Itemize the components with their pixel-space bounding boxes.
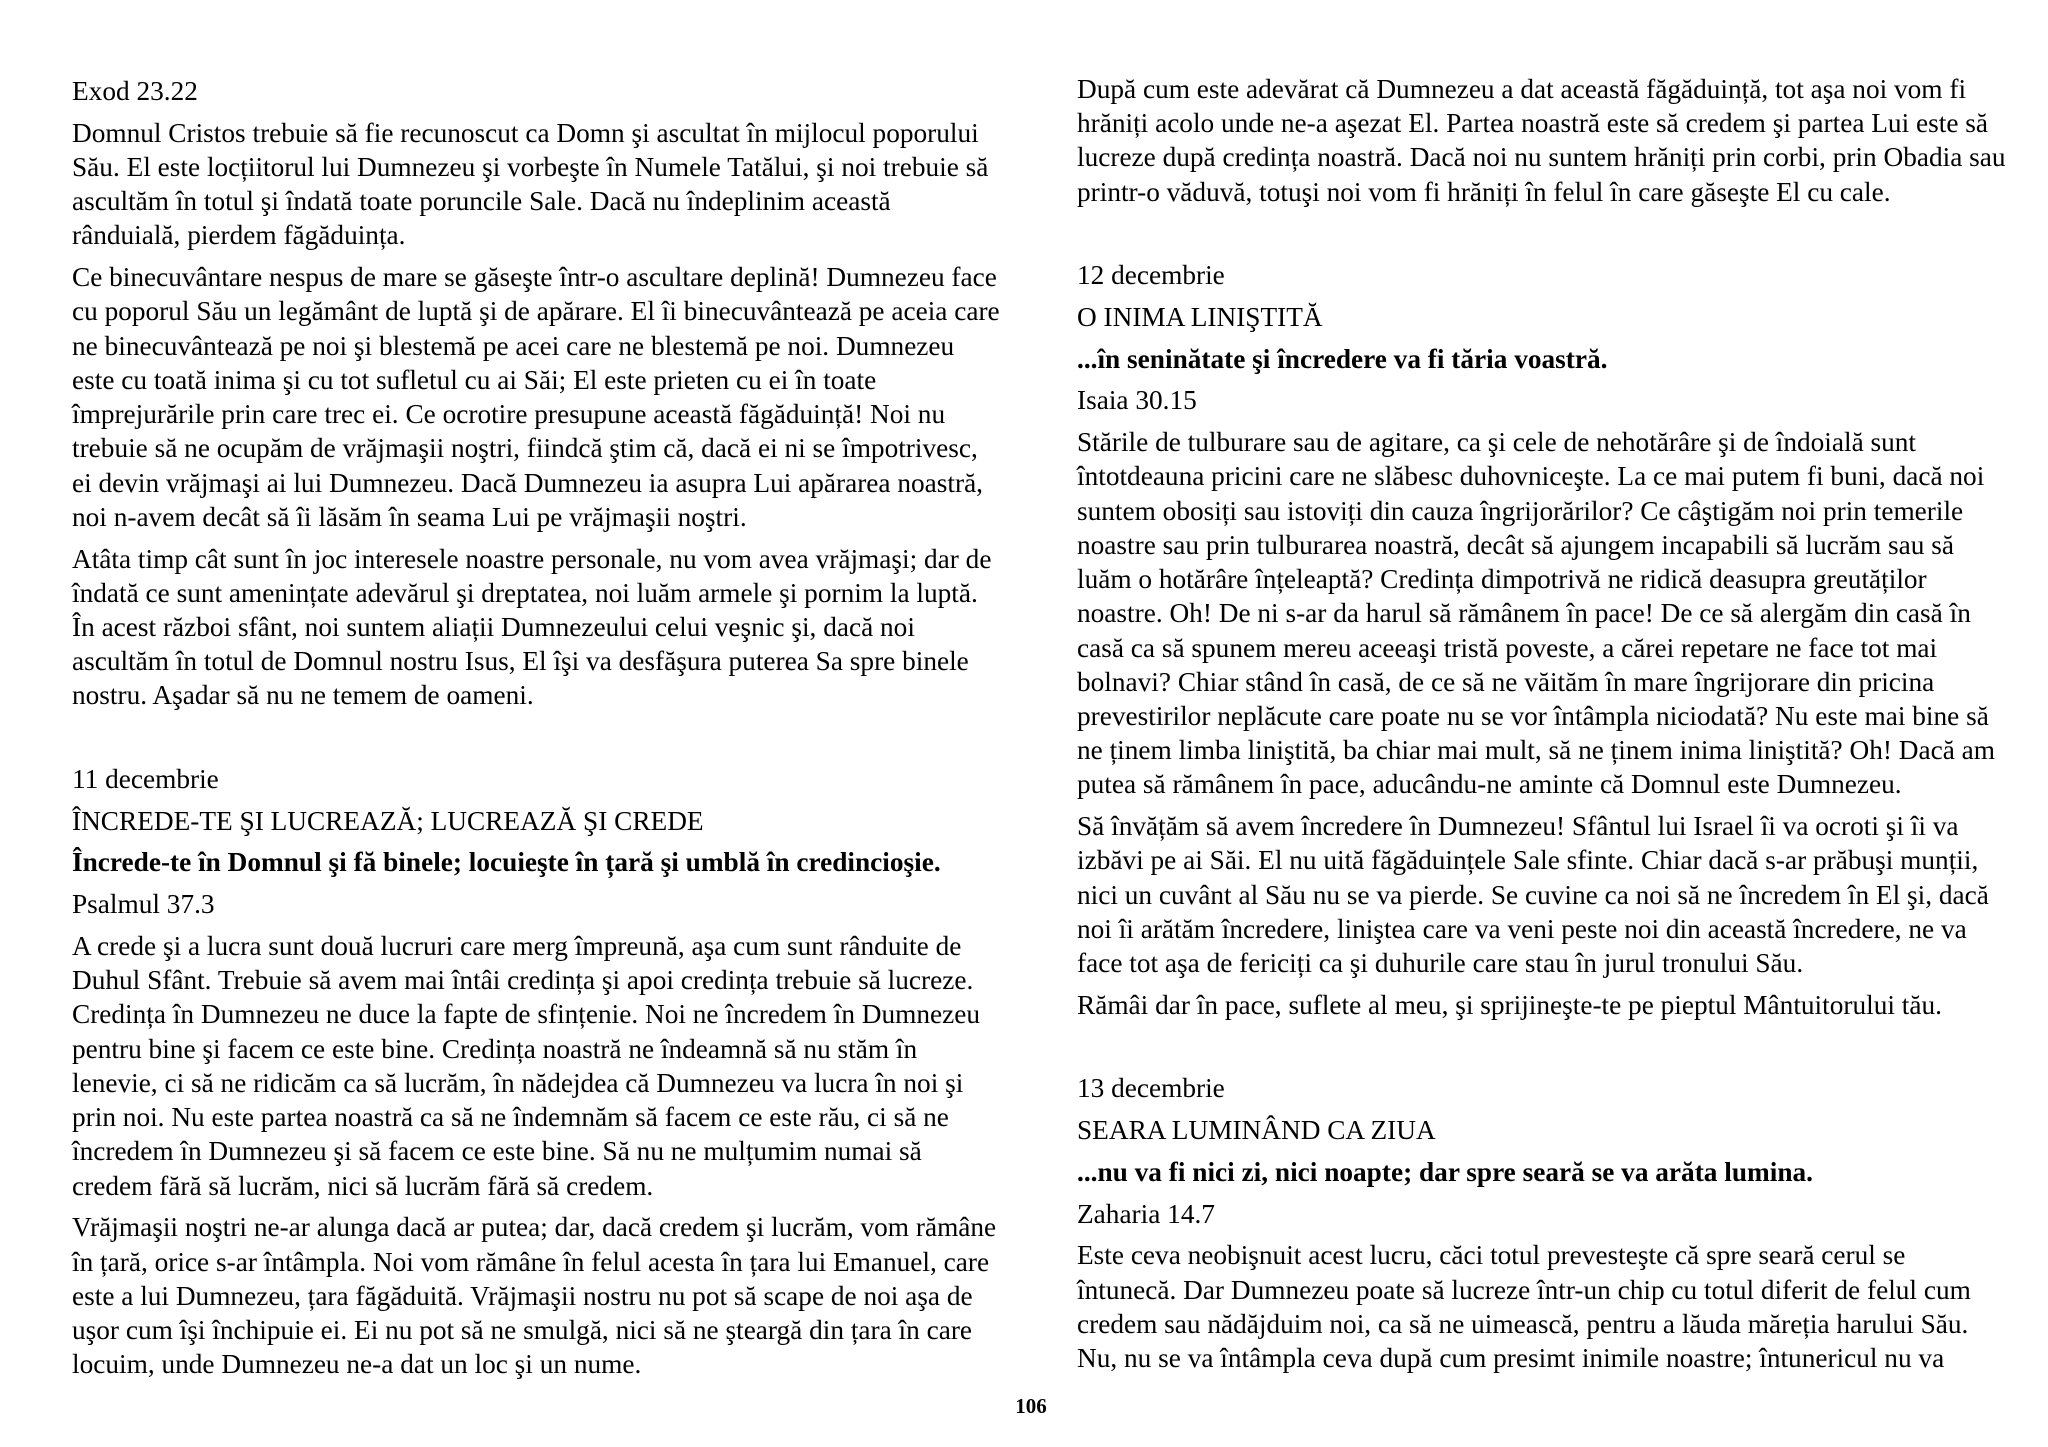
- text-line: credem sau nădăjduim noi, ca să ne uimească, pentru a lăuda măreția harului Său.: [1077, 1308, 1969, 1339]
- text-line: ne binecuvântează pe noi şi blestemă pe acei care ne blestemă pe noi. Dumnezeu: [72, 330, 955, 361]
- text-line: încredem în Dumnezeu şi să facem ce este bine. Să nu ne mulțumim numai să: [72, 1136, 922, 1167]
- entry-date: 13 decembrie: [1077, 1073, 1225, 1104]
- text-line: Vrăjmaşii noştri ne-ar alunga dacă ar putea; dar, dacă credem şi lucrăm, vom rămâne: [72, 1212, 997, 1243]
- scripture-reference: Isaia 30.15: [1077, 385, 1197, 416]
- text-line: noi n-avem decât să îi lăsăm în seama Lui pe vrăjmaşii noştri.: [72, 501, 747, 532]
- entry-verse: ...nu va fi nici zi, nici noapte; dar spre seară se va arăta lumina.: [1077, 1156, 1814, 1187]
- text-line: În acest război sfânt, noi suntem aliații Dumnezeului celui veşnic şi, dacă noi: [72, 612, 915, 643]
- entry-paragraph: [72, 929, 1022, 1203]
- text-line: credem fără să lucrăm, nici să lucrăm fără să credem.: [72, 1170, 654, 1201]
- text-line: ne ținem limba liniştită, ba chiar mai mult, să ne ținem inima liniştită? Oh! Dacă am: [1077, 735, 1995, 766]
- text-line: ascultăm în totul şi îndată toate poruncile Sale. Dacă nu îndeplinim această: [72, 186, 891, 217]
- text-line: Credința în Dumnezeu ne duce la fapte de sfințenie. Noi ne încredem în Dumnezeu: [72, 999, 981, 1030]
- text-line: rânduială, pierdem făgăduința.: [72, 220, 406, 251]
- entry-verse: Încrede-te în Domnul şi fă binele; locuieşte în țară şi umblă în credincioşie.: [72, 847, 941, 878]
- text-line: luăm o hotărâre înțeleaptă? Credința dimpotrivă ne ridică deasupra greutăților: [1077, 564, 1927, 595]
- text-line: întunecă. Dar Dumnezeu poate să lucreze într-un chip cu totul diferit de felul cum: [1077, 1274, 1971, 1305]
- text-line: în țară, orice s-ar întâmpla. Noi vom rămâne în felul acesta în țara lui Emanuel, care: [72, 1246, 990, 1277]
- entry-title: ÎNCREDE-TE ŞI LUCREAZĂ; LUCREAZĂ ŞI CREDE: [72, 805, 704, 836]
- scripture-reference: Zaharia 14.7: [1077, 1198, 1215, 1229]
- text-line: noastre sau prin tulburarea noastră, decât să ajungem incapabili să lucrăm sau să: [1077, 529, 1954, 560]
- text-line: bolnavi? Chiar stând în casă, de ce să ne văităm în mare îngrijorare din pricina: [1077, 666, 1935, 697]
- entry-paragraph: [1077, 72, 2027, 209]
- entry-paragraph: [72, 260, 1022, 534]
- entry-paragraph: [1077, 809, 2027, 980]
- text-line: îndată ce sunt amenințate adevărul şi dreptatea, noi luăm armele şi pornim la luptă.: [72, 577, 978, 608]
- text-line: Ce binecuvântare nespus de mare se găseşte într-o ascultare deplină! Dumnezeu face: [72, 262, 997, 293]
- text-line: Este ceva neobişnuit acest lucru, căci totul prevesteşte că spre seară cerul se: [1077, 1240, 1906, 1271]
- devotional-entry: [72, 713, 1022, 1382]
- text-line: Său. El este locțiitorul lui Dumnezeu şi vorbeşte în Numele Tatălui, şi noi trebuie să: [72, 151, 989, 182]
- text-line: A crede şi a lucra sunt două lucruri care merg împreună, aşa cum sunt rânduite de: [72, 930, 962, 961]
- devotional-entry: [1077, 72, 2027, 209]
- text-line: putea să rămânem în pace, aducându-ne aminte că Domnul este Dumnezeu.: [1077, 769, 1902, 800]
- text-line: ascultăm în totul de Domnul nostru Isus, El îşi va desfăşura puterea Sa spre binele: [72, 646, 969, 677]
- entry-date: 12 decembrie: [1077, 260, 1225, 291]
- scripture-reference: Psalmul 37.3: [72, 889, 215, 920]
- text-line: împrejurările prin care trec ei. Ce ocrotire presupune această făgăduință! Noi nu: [72, 399, 946, 430]
- text-line: Rămâi dar în pace, suflete al meu, şi sprijineşte-te pe pieptul Mântuitorului tău.: [1077, 989, 1942, 1020]
- devotional-entry: [72, 74, 1022, 713]
- text-line: prin noi. Nu este partea noastră ca să ne îndemnăm să facem ce este rău, ci să ne: [72, 1102, 949, 1133]
- text-line: Duhul Sfânt. Trebuie să avem mai întâi credința şi apoi credința trebuie să lucreze.: [72, 965, 974, 996]
- text-line: întotdeauna pricini care ne slăbesc duhovniceşte. La ce mai putem fi buni, dacă noi: [1077, 461, 1985, 492]
- entry-paragraph: [72, 116, 1022, 253]
- text-line: Domnul Cristos trebuie să fie recunoscut ca Domn şi ascultat în mijlocul poporului: [72, 117, 979, 148]
- text-line: este cu toată inima şi cu tot sufletul cu ai Săi; El este prieten cu ei în toate: [72, 364, 877, 395]
- right-page-column: [1077, 72, 2027, 1375]
- text-line: cu poporul Său un legământ de luptă şi de apărare. El îi binecuvântează pe aceia care: [72, 296, 1000, 327]
- devotional-entry: [1077, 1022, 2027, 1375]
- entry-title: SEARA LUMINÂND CA ZIUA: [1077, 1115, 1436, 1146]
- text-line: prevestirilor neplăcute care poate nu se vor întâmpla niciodată? Nu este mai bine să: [1077, 700, 1989, 731]
- entry-paragraph: [1077, 1238, 2027, 1375]
- text-line: izbăvi pe ai Săi. El nu uită făgăduințele Sale sfinte. Chiar dacă s-ar prăbuşi munții,: [1077, 845, 1979, 876]
- text-line: pentru bine şi facem ce este bine. Credința noastră ne îndeamnă să nu stăm în: [72, 1033, 918, 1064]
- text-line: suntem obosiți sau istoviți din cauza îngrijorărilor? Ce câştigăm noi prin temerile: [1077, 495, 1964, 526]
- text-line: ei devin vrăjmaşi ai lui Dumnezeu. Dacă Dumnezeu ia asupra Lui apărarea noastră,: [72, 467, 984, 498]
- text-line: După cum este adevărat că Dumnezeu a dat această făgăduință, tot aşa noi vom fi: [1077, 74, 1967, 104]
- devotional-entry: [1077, 209, 2027, 1022]
- text-line: lucreze după credința noastră. Dacă noi nu suntem hrăniți prin corbi, prin Obadia sau: [1077, 142, 2006, 173]
- text-line: noi îi arătăm încredere, liniştea care va veni peste noi din această încredere, ne va: [1077, 913, 1967, 944]
- text-line: face tot aşa de fericiți ca şi duhurile care stau în jurul tronului Său.: [1077, 948, 1804, 979]
- text-line: Să învățăm să avem încredere în Dumnezeu! Sfântul lui Israel îi va ocroti şi îi va: [1077, 811, 1959, 842]
- text-line: Stările de tulburare sau de agitare, ca şi cele de nehotărâre şi de îndoială sunt: [1077, 427, 1917, 458]
- entry-paragraph: [72, 1210, 1022, 1381]
- page-number: 106: [1015, 1394, 1047, 1418]
- entry-verse: ...în seninătate şi încredere va fi tăria voastră.: [1077, 343, 1608, 374]
- scripture-reference: Exod 23.22: [72, 76, 198, 106]
- text-line: casă ca să spunem mereu aceeaşi tristă poveste, a cărei repetare ne face tot mai: [1077, 632, 1938, 663]
- text-line: Atâta timp cât sunt în joc interesele noastre personale, nu vom avea vrăjmaşi; dar de: [72, 543, 992, 574]
- text-line: hrăniți acolo unde ne-a aşezat El. Partea noastră este să credem şi partea Lui este să: [1077, 108, 1988, 139]
- text-line: nostru. Aşadar să nu ne temem de oameni.: [72, 680, 534, 711]
- entry-paragraph: [1077, 425, 2027, 802]
- entry-paragraph: [1077, 988, 2027, 1022]
- text-line: nici un cuvânt al Său nu se va pierde. Se cuvine ca noi să ne încredem în El şi, dacă: [1077, 879, 1989, 910]
- entry-title: O INIMA LINIŞTITĂ: [1077, 301, 1323, 332]
- text-line: Nu, nu se va întâmpla ceva după cum presimt inimile noastre; întunericul nu va: [1077, 1342, 1945, 1373]
- text-line: este a lui Dumnezeu, țara făgăduită. Vrăjmaşii nostru nu pot să scape de noi aşa de: [72, 1280, 973, 1311]
- left-page-column: [72, 74, 1022, 1381]
- text-line: printr-o văduvă, totuşi noi vom fi hrăniți în felul în care găseşte El cu cale.: [1077, 176, 1891, 207]
- text-line: noastre. Oh! De ni s-ar da harul să rămânem în pace! De ce să alergăm din casă în: [1077, 598, 1971, 629]
- text-line: uşor cum îşi închipuie ei. Ei nu pot să ne smulgă, nici să ne şteargă din țara în care: [72, 1314, 973, 1345]
- text-line: trebuie să ne ocupăm de vrăjmaşii noştri, fiindcă ştim că, dacă ei ni se împotrivesc,: [72, 433, 978, 464]
- entry-date: 11 decembrie: [72, 763, 219, 794]
- text-line: locuim, unde Dumnezeu ne-a dat un loc şi un nume.: [72, 1349, 642, 1380]
- entry-paragraph: [72, 542, 1022, 713]
- text-line: lenevie, ci să ne ridicăm ca să lucrăm, în nădejdea că Dumnezeu va lucra în noi şi: [72, 1067, 964, 1098]
